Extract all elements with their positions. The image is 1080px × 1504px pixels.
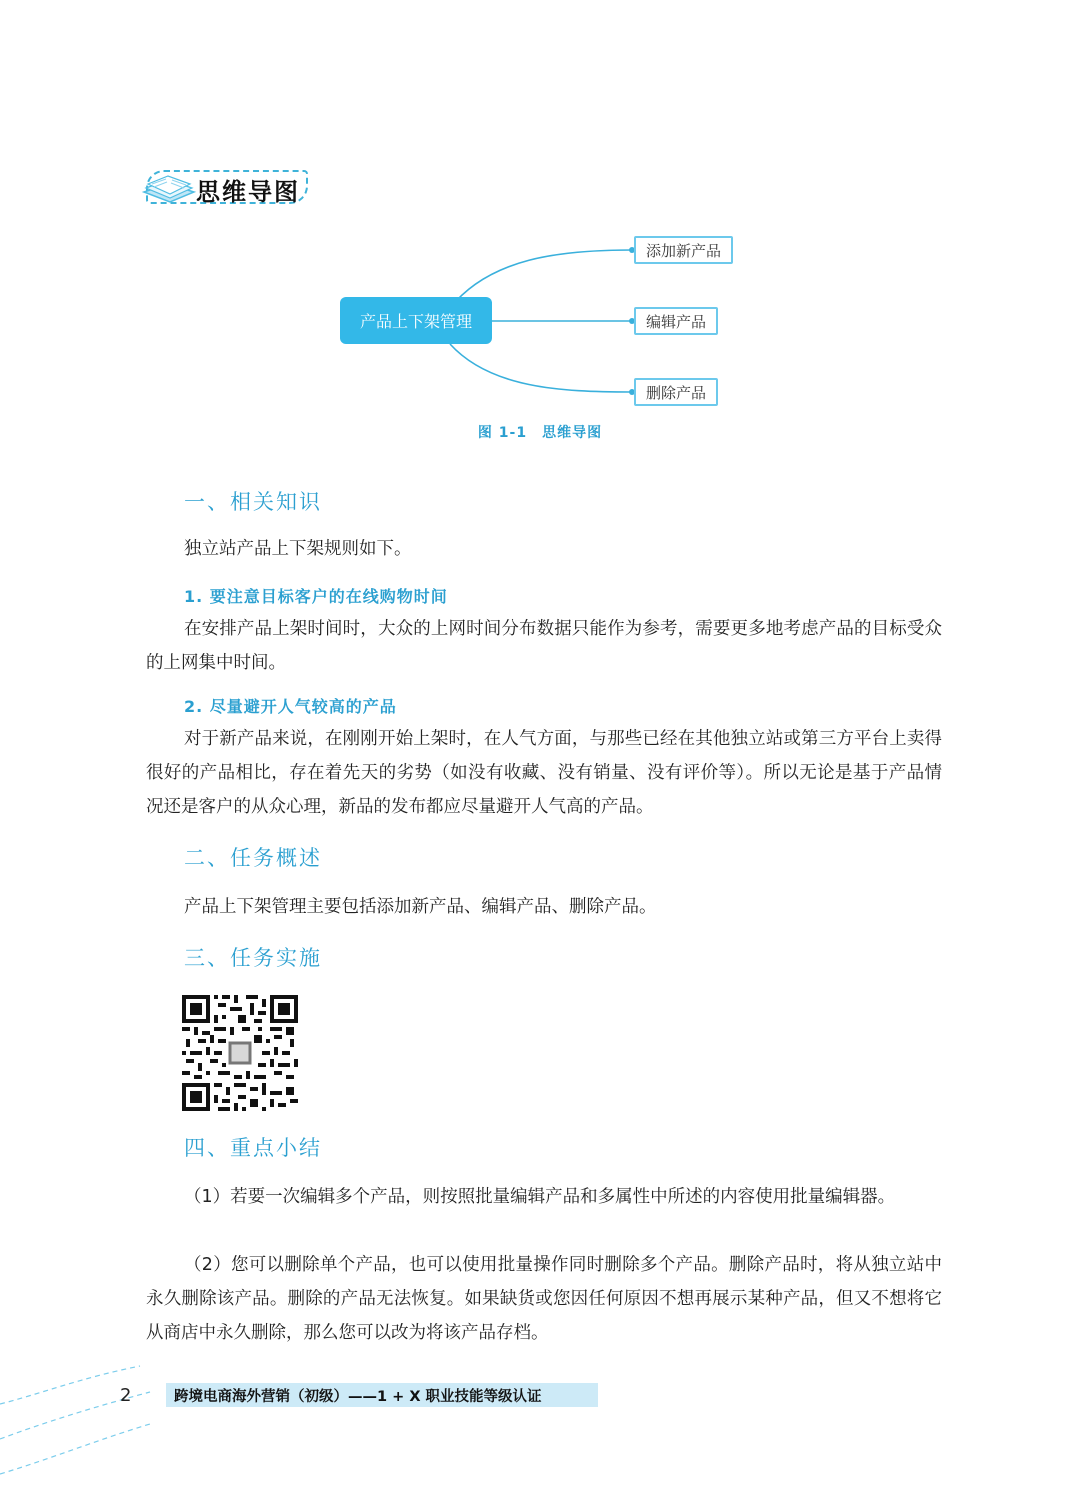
book-title-footer: 跨境电商海外营销（初级）——1 + X 职业技能等级认证 [166,1383,598,1407]
paragraph-summary-1: （1）若要一次编辑多个产品，则按照批量编辑产品和多属性中所述的内容使用批量编辑器。 [184,1187,896,1207]
heading-related-knowledge: 一、相关知识 [184,490,322,514]
page-number: 2 [120,1385,132,1406]
paragraph-task-overview: 产品上下架管理主要包括添加新产品、编辑产品、删除产品。 [184,897,657,917]
decorative-dashed-lines [0,1364,160,1504]
paragraph-summary-2: （2）您可以删除单个产品，也可以使用批量操作同时删除多个产品。删除产品时，将从独立站中永久删除该产品。删除的产品无法恢复。如果缺货或您因任何原因不想再展示某种产品，但又不想将它从商店中永久删除，那么您可以改为将该产品存档。 [146,1255,942,1343]
heading-key-summary: 四、重点小结 [184,1136,322,1160]
qr-code-icon[interactable] [182,995,298,1111]
mindmap-node-edit: 编辑产品 [634,307,718,335]
open-book-icon [140,162,200,212]
figure-caption: 图 1-1 思维导图 [477,425,603,441]
subheading-shopping-time: 1. 要注意目标客户的在线购物时间 [184,587,448,606]
paragraph-shopping-time: 在安排产品上架时间时，大众的上网时间分布数据只能作为参考，需要更多地考虑产品的目标受众的上网集中时间。 [146,619,942,673]
subheading-avoid-popular: 2. 尽量避开人气较高的产品 [184,697,397,716]
mindmap-root-node: 产品上下架管理 [340,297,492,344]
mindmap-node-add: 添加新产品 [634,236,733,264]
paragraph-avoid-popular: 对于新产品来说，在刚刚开始上架时，在人气方面，与那些已经在其他独立站或第三方平台上卖得很好的产品相比，存在着先天的劣势（如没有收藏、没有销量、没有评价等）。所以无论是基于产品情况还是客户的从众心理，新品的发布都应尽量避开人气高的产品。 [146,729,942,817]
mindmap-node-delete: 删除产品 [634,378,718,406]
heading-task-overview: 二、任务概述 [184,846,322,870]
paragraph-intro: 独立站产品上下架规则如下。 [184,539,412,559]
section-banner-title: 思维导图 [196,178,300,206]
heading-task-implementation: 三、任务实施 [184,946,322,970]
